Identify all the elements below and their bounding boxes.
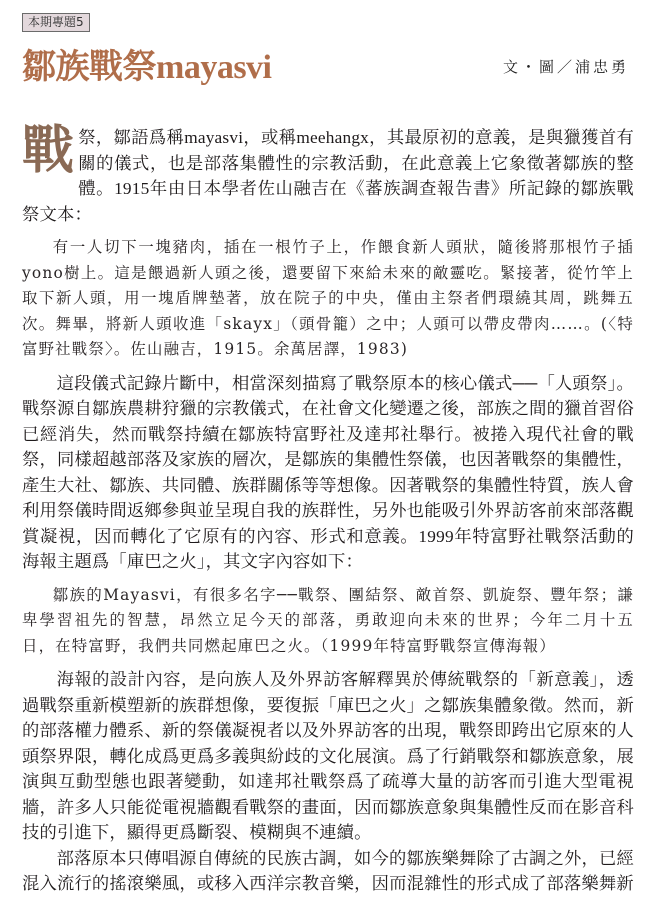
paragraph-3: 海報的設計內容，是向族人及外界訪客解釋異於傳統戰祭的「新意義」，透過戰祭重新模塑新的族群想像，要復振「庫巴之火」之鄒族集體象徵。然而，新的部落權力體系、新的祭儀凝視者以及外界訪客的出現，戰祭即跨出它原來的人頭祭界限，轉化成爲更爲多義與紛歧的文化展演。爲了行銷戰祭和鄒族意象，展演與互動型態也跟著變動，如達邦社戰祭爲了疏導大量的訪客而引進大型電視牆，許多人只能從電視牆觀看戰祭的畫面，因而鄒族意象與集體性反而在影音科技的引進下，顯得更爲斷裂、模糊與不連續。 xyxy=(22,670,634,842)
paragraph-intro-text: 祭，鄒語爲稱mayasvi，或稱meehangx，其最原初的意義，是與獵獲首有關的儀式，也是部落集體性的宗教活動，在此意義上它象徵著鄒族的整體。1915年由日本學者佐山融吉在《蕃族調查報告書》所記錄的鄒族戰祭文本： xyxy=(22,128,634,224)
paragraph-intro xyxy=(22,125,634,227)
block-quote-1: 有一人切下一塊豬肉，插在一根竹子上，作餵食新人頭狀，隨後將那根竹子插yono樹上。這是餵過新人頭之後，還要留下來給未來的敵靈吃。緊接著，從竹竿上取下新人頭，用一塊盾牌墊著，放在院子的中央，僅由主祭者們環繞其周，跳舞五次。舞畢，將新人頭收進「skayx」（頭骨籠）之中；人頭可以帶皮帶肉……。(〈特富野社戰祭〉。佐山融吉，1915。余萬居譯，1983) xyxy=(22,238,634,358)
section-tag: 本期專題5 xyxy=(22,13,90,32)
article-body xyxy=(22,125,634,897)
article-title: 鄒族戰祭mayasvi xyxy=(22,49,272,86)
paragraph-2: 這段儀式記錄片斷中，相當深刻描寫了戰祭原本的核心儀式──「人頭祭」。戰祭源自鄒族農耕狩獵的宗教儀式，在社會文化變遷之後，部族之間的獵首習俗已經消失，然而戰祭持續在鄒族特富野社及達邦社舉行。被捲入現代社會的戰祭，同樣超越部落及家族的層次，是鄒族的集體性祭儀，也因著戰祭的集體性，產生大社、鄒族、共同體、族群關係等等想像。因著戰祭的集體性特質，族人會利用祭儀時間返鄉參與並呈現自我的族群性，另外也能吸引外界訪客前來部落觀賞凝視，因而轉化了它原有的內容、形式和意義。1999年特富野社戰祭活動的海報主題爲「庫巴之火」，其文字內容如下： xyxy=(22,373,634,571)
byline: 文・圖／浦忠勇 xyxy=(502,58,629,76)
block-quote-2: 鄒族的Mayasvi，有很多名字──戰祭、團結祭、敵首祭、凱旋祭、豐年祭；謙卑學習祖先的智慧，昂然立足今天的部落，勇敢迎向未來的世界；今年二月十五日，在特富野，我們共同燃起庫巴之火。（1999年特富野戰祭宣傳海報） xyxy=(22,585,634,655)
paragraph-4: 部落原本只傳唱源自傳統的民族古調，如今的鄒族樂舞除了古調之外，已經混入流行的搖滾樂風，或移入西洋宗教音樂，因而混雜性的形式成了部落樂舞新 xyxy=(22,848,634,893)
drop-cap: 戰 xyxy=(22,123,75,180)
